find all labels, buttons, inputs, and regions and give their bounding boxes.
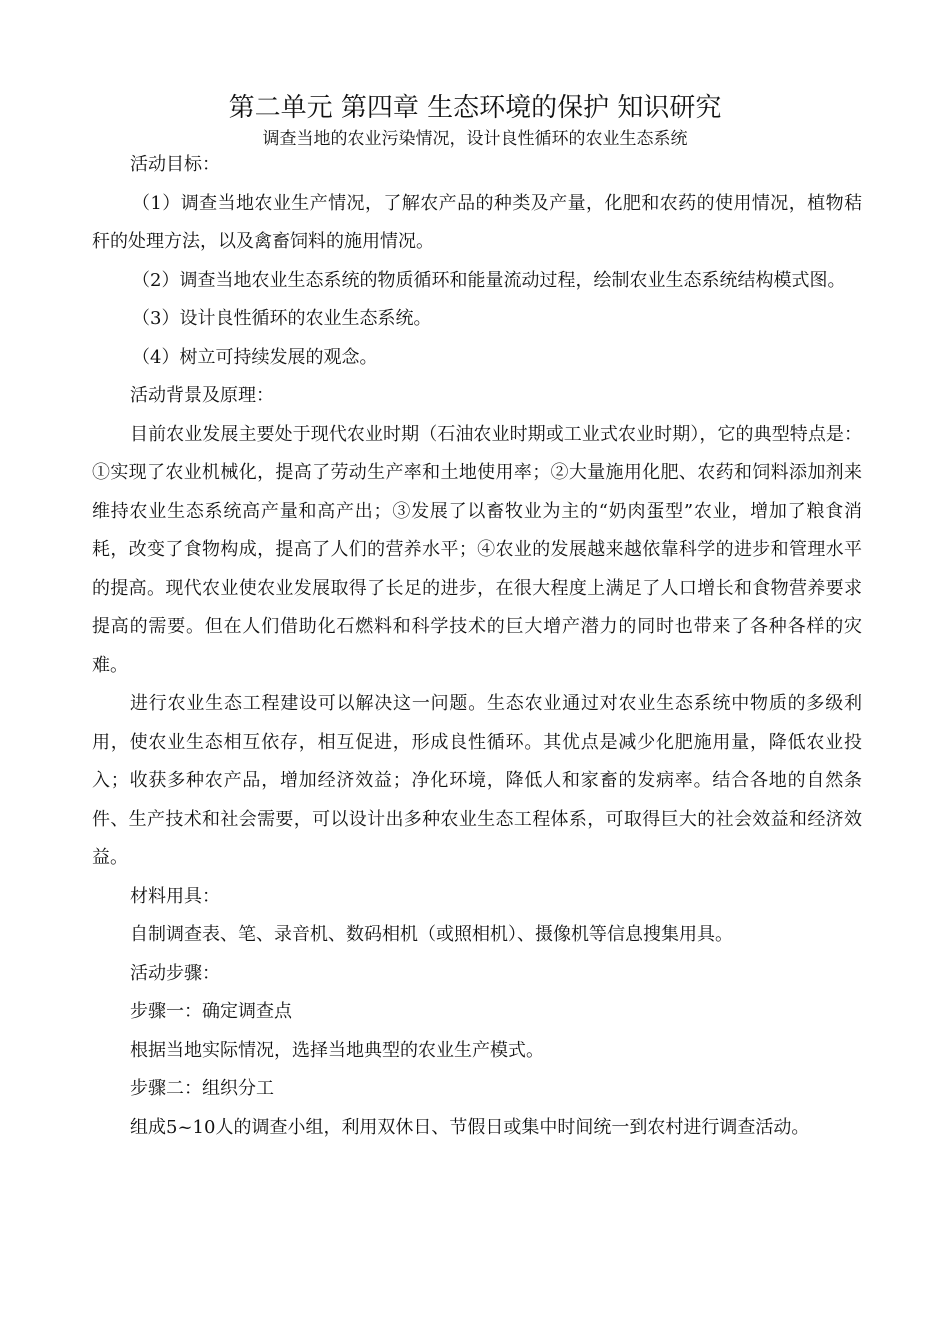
step-2-paragraph: 组成5~10人的调查小组，利用双休日、节假日或集中时间统一到农村进行调查活动。 — [130, 1116, 810, 1138]
document-body — [92, 146, 862, 1147]
step-1-heading: 步骤一：确定调查点 — [130, 1001, 292, 1022]
section-heading-materials: 材料用具： — [130, 885, 220, 907]
goal-item-3: （3）设计良性循环的农业生态系统。 — [132, 308, 432, 329]
background-paragraph-1: 目前农业发展主要处于现代农业时期（石油农业时期或工业式农业时期），它的典型特点是：①实现了农业机械化，提高了劳动生产率和土地使用率；②大量施用化肥、农药和饲料添加剂来维持农业生态系统高产量和高产出；③发展了以畜牧业为主的“奶肉蛋型”农业，增加了粮食消耗，改变了食物构成，提高了人们的营养水平；④农业的发展越来越依靠科学的进步和管理水平的提高。现代农业使农业发展取得了长足的进步，在很大程度上满足了人口增长和食物营养要求提高的需要。但在人们借助化石燃料和科学技术的巨大增产潜力的同时也带来了各种各样的灾难。 — [92, 423, 862, 676]
step-1-paragraph: 根据当地实际情况，选择当地典型的农业生产模式。 — [130, 1039, 544, 1061]
goal-item-4: （4）树立可持续发展的观念。 — [132, 346, 378, 368]
section-heading-background: 活动背景及原理： — [130, 385, 274, 406]
section-heading-goals: 活动目标： — [130, 154, 220, 175]
background-paragraph-2: 进行农业生态工程建设可以解决这一问题。生态农业通过对农业生态系统中物质的多级利用，使农业生态相互依存，相互促进，形成良性循环。其优点是减少化肥施用量，降低农业投入；收获多种农产品，增加经济效益；净化环境，降低人和家畜的发病率。结合各地的自然条件、生产技术和社会需要，可以设计出多种农业生态工程体系，可取得巨大的社会效益和经济效益。 — [92, 693, 862, 868]
step-2-heading: 步骤二：组织分工 — [130, 1078, 274, 1099]
document-title: 第二单元 第四章 生态环境的保护 知识研究 — [228, 93, 722, 123]
goal-item-2: （2）调查当地农业生态系统的物质循环和能量流动过程，绘制农业生态系统结构模式图。 — [132, 269, 846, 291]
goal-item-1: （1）调查当地农业生产情况，了解农产品的种类及产量，化肥和农药的使用情况，植物秸秆的处理方法，以及禽畜饲料的施用情况。 — [92, 192, 862, 252]
materials-paragraph: 自制调查表、笔、录音机、数码相机（或照相机）、摄像机等信息搜集用具。 — [130, 924, 733, 945]
section-heading-steps: 活动步骤： — [130, 962, 220, 984]
document-subtitle: 调查当地的农业污染情况，设计良性循环的农业生态系统 — [262, 129, 688, 149]
